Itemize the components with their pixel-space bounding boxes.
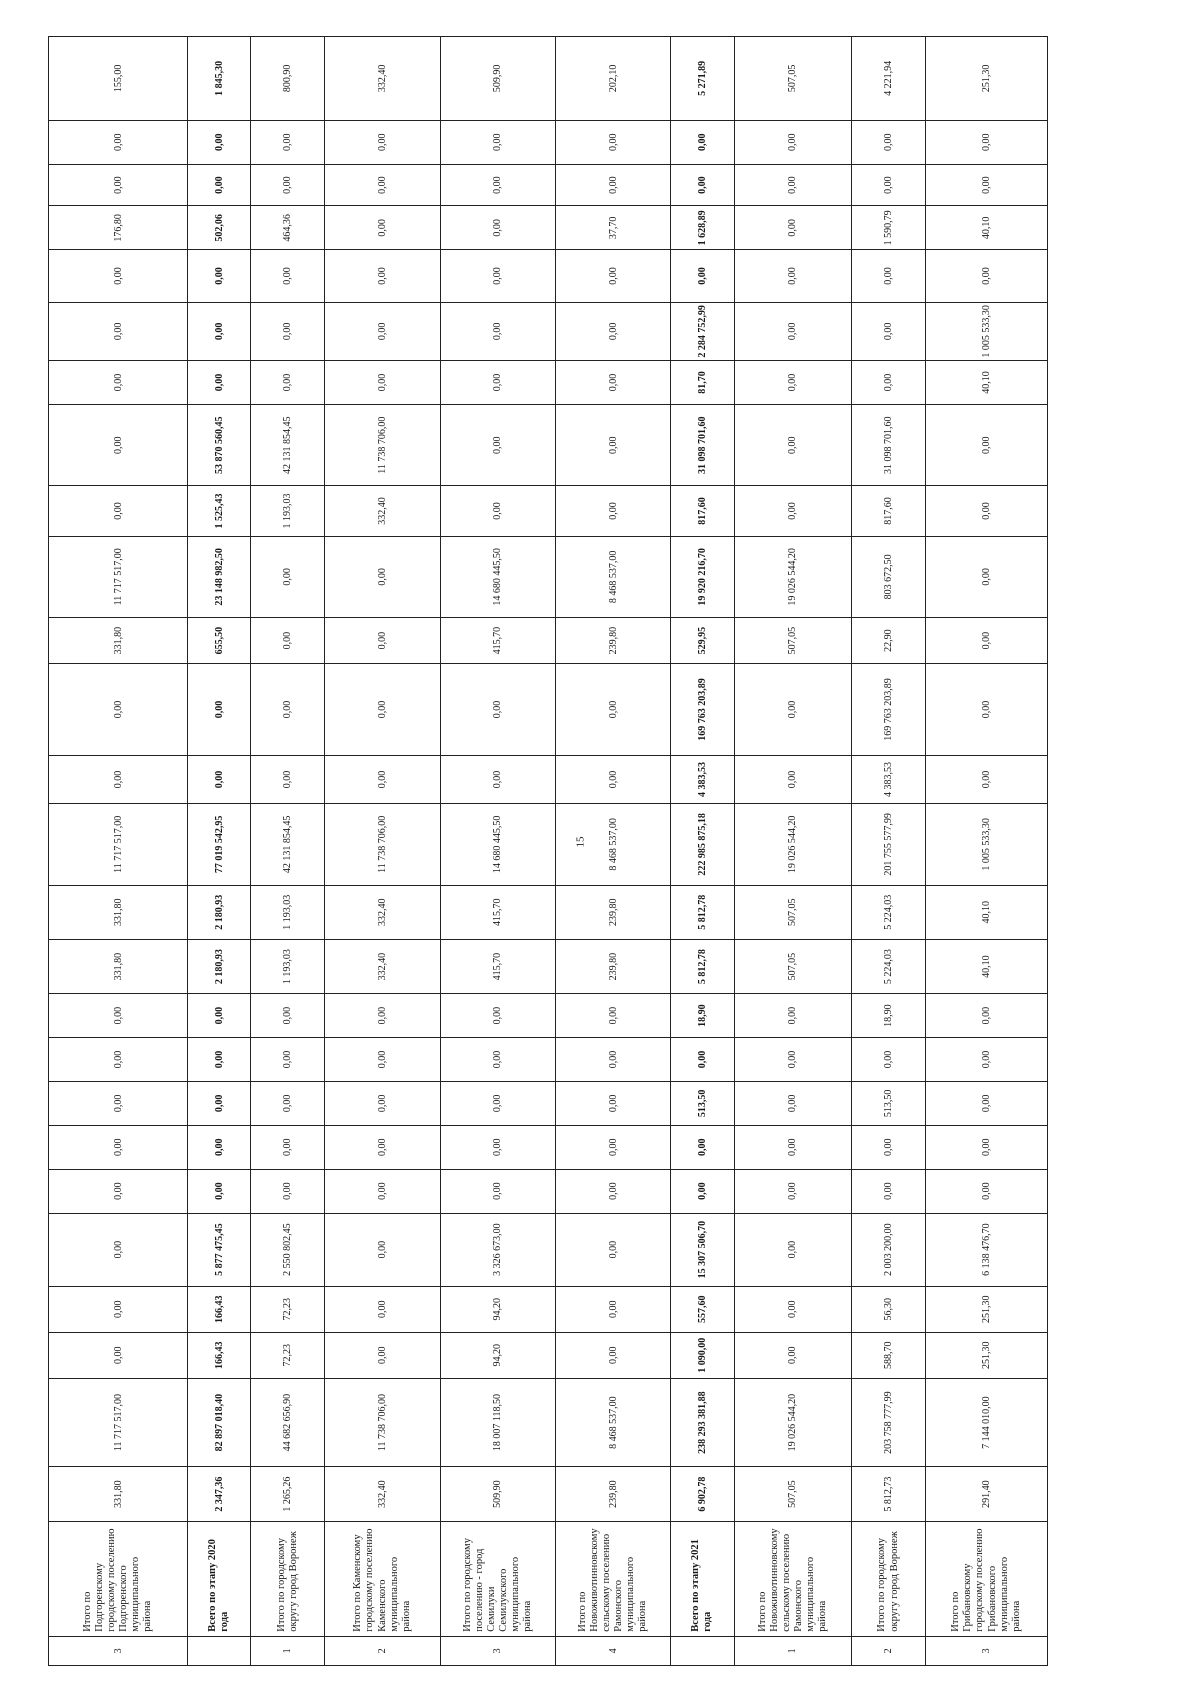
value-cell: 0,00 <box>325 361 440 405</box>
value-cell: 5 224,03 <box>852 885 926 939</box>
value-cell: 529,95 <box>671 618 734 664</box>
value-cell: 42 131 854,45 <box>251 804 325 886</box>
value-cell: 0,00 <box>734 250 852 302</box>
value-cell: 0,00 <box>556 1286 671 1332</box>
value-cell: 0,00 <box>926 756 1048 804</box>
value-cell: 53 870 560,45 <box>188 404 251 486</box>
value-cell: 0,00 <box>251 618 325 664</box>
value-cell: 0,00 <box>251 361 325 405</box>
value-cell: 502,06 <box>188 206 251 250</box>
row-label-cell: Итого по городскому округу город Воронеж <box>852 1521 926 1636</box>
value-cell: 0,00 <box>926 1081 1048 1125</box>
value-cell: 332,40 <box>325 885 440 939</box>
value-cell: 1 845,30 <box>188 37 251 121</box>
value-cell: 1 193,03 <box>251 939 325 993</box>
value-cell: 239,80 <box>556 885 671 939</box>
value-cell: 0,00 <box>325 120 440 164</box>
value-cell: 332,40 <box>325 1467 440 1521</box>
value-cell: 655,50 <box>188 618 251 664</box>
value-cell: 0,00 <box>251 302 325 361</box>
value-cell: 37,70 <box>556 206 671 250</box>
value-cell: 513,50 <box>671 1081 734 1125</box>
value-cell: 169 763 203,89 <box>671 664 734 756</box>
value-cell: 11 717 517,00 <box>49 536 188 618</box>
value-cell: 0,00 <box>49 664 188 756</box>
value-cell: 0,00 <box>325 1286 440 1332</box>
value-cell: 0,00 <box>926 664 1048 756</box>
value-cell: 5 812,73 <box>852 1467 926 1521</box>
value-cell: 0,00 <box>251 1038 325 1082</box>
value-cell: 8 468 537,00 <box>556 1378 671 1467</box>
value-cell: 0,00 <box>49 1332 188 1378</box>
value-cell: 239,80 <box>556 618 671 664</box>
row-label-cell: Итого по городскому поселению - город Семилуки Семилукского муниципального района <box>440 1521 555 1636</box>
value-cell: 0,00 <box>325 1332 440 1378</box>
value-cell: 2 550 802,45 <box>251 1213 325 1286</box>
value-cell: 1 005 533,30 <box>926 302 1048 361</box>
table-row <box>671 37 734 1666</box>
value-cell: 332,40 <box>325 486 440 536</box>
value-cell: 1 193,03 <box>251 486 325 536</box>
value-cell: 507,05 <box>734 1467 852 1521</box>
value-cell: 0,00 <box>440 361 555 405</box>
value-cell: 72,23 <box>251 1332 325 1378</box>
row-label-cell: Итого по Каменскому городскому поселению Каменского муниципального района <box>325 1521 440 1636</box>
value-cell: 507,05 <box>734 939 852 993</box>
table-row <box>852 37 926 1666</box>
value-cell: 0,00 <box>926 536 1048 618</box>
value-cell: 331,80 <box>49 618 188 664</box>
value-cell: 0,00 <box>734 164 852 206</box>
value-cell: 0,00 <box>251 164 325 206</box>
value-cell: 0,00 <box>440 994 555 1038</box>
value-cell: 0,00 <box>556 1169 671 1213</box>
value-cell: 0,00 <box>926 1169 1048 1213</box>
value-cell: 0,00 <box>251 536 325 618</box>
value-cell: 82 897 018,40 <box>188 1378 251 1467</box>
value-cell: 0,00 <box>556 1081 671 1125</box>
value-cell: 202,10 <box>556 37 671 121</box>
value-cell: 0,00 <box>556 361 671 405</box>
row-number-cell: 1 <box>734 1636 852 1665</box>
value-cell: 0,00 <box>556 120 671 164</box>
value-cell: 0,00 <box>325 1038 440 1082</box>
value-cell: 0,00 <box>734 1332 852 1378</box>
table-row <box>49 37 188 1666</box>
value-cell: 0,00 <box>49 994 188 1038</box>
value-cell: 0,00 <box>325 1081 440 1125</box>
value-cell: 0,00 <box>734 1125 852 1169</box>
row-number-cell: 3 <box>926 1636 1048 1665</box>
value-cell: 31 098 701,60 <box>852 404 926 486</box>
value-cell: 0,00 <box>251 1169 325 1213</box>
row-label-cell: Итого по Новоживотинновскому сельскому поселению Рамонского муниципального района <box>734 1521 852 1636</box>
value-cell: 0,00 <box>671 120 734 164</box>
value-cell: 0,00 <box>734 361 852 405</box>
value-cell: 7 144 010,00 <box>926 1378 1048 1467</box>
value-cell: 0,00 <box>440 486 555 536</box>
value-cell: 0,00 <box>556 1038 671 1082</box>
value-cell: 222 985 875,18 <box>671 804 734 886</box>
value-cell: 0,00 <box>852 1125 926 1169</box>
value-cell: 0,00 <box>926 250 1048 302</box>
value-cell: 0,00 <box>251 250 325 302</box>
value-cell: 2 347,36 <box>188 1467 251 1521</box>
value-cell: 1 590,79 <box>852 206 926 250</box>
value-cell: 40,10 <box>926 939 1048 993</box>
value-cell: 0,00 <box>734 1081 852 1125</box>
value-cell: 1 265,26 <box>251 1467 325 1521</box>
row-label-cell: Всего по этапу 2020 года <box>188 1521 251 1636</box>
value-cell: 94,20 <box>440 1286 555 1332</box>
value-cell: 331,80 <box>49 885 188 939</box>
value-cell: 5 812,78 <box>671 885 734 939</box>
value-cell: 0,00 <box>49 1081 188 1125</box>
value-cell: 557,60 <box>671 1286 734 1332</box>
value-cell: 332,40 <box>325 37 440 121</box>
value-cell: 415,70 <box>440 885 555 939</box>
value-cell: 0,00 <box>49 1038 188 1082</box>
value-cell: 18 007 118,50 <box>440 1378 555 1467</box>
value-cell: 507,05 <box>734 37 852 121</box>
value-cell: 331,80 <box>49 1467 188 1521</box>
value-cell: 0,00 <box>49 120 188 164</box>
value-cell: 1 090,00 <box>671 1332 734 1378</box>
row-number-cell: 3 <box>440 1636 555 1665</box>
value-cell: 166,43 <box>188 1286 251 1332</box>
value-cell: 0,00 <box>49 1125 188 1169</box>
value-cell: 11 738 706,00 <box>325 1378 440 1467</box>
value-cell: 0,00 <box>671 164 734 206</box>
value-cell: 0,00 <box>325 756 440 804</box>
value-cell: 22,90 <box>852 618 926 664</box>
row-number-cell: 3 <box>49 1636 188 1665</box>
value-cell: 513,50 <box>852 1081 926 1125</box>
value-cell: 331,80 <box>49 939 188 993</box>
value-cell: 507,05 <box>734 618 852 664</box>
value-cell: 0,00 <box>440 1125 555 1169</box>
value-cell: 94,20 <box>440 1332 555 1378</box>
value-cell: 0,00 <box>734 302 852 361</box>
value-cell: 4 221,94 <box>852 37 926 121</box>
row-number-cell: 1 <box>251 1636 325 1665</box>
value-cell: 0,00 <box>440 120 555 164</box>
value-cell: 0,00 <box>188 756 251 804</box>
value-cell: 14 680 445,50 <box>440 536 555 618</box>
value-cell: 0,00 <box>852 302 926 361</box>
value-cell: 0,00 <box>325 618 440 664</box>
value-cell: 0,00 <box>49 1169 188 1213</box>
value-cell: 0,00 <box>49 1213 188 1286</box>
value-cell: 203 758 777,99 <box>852 1378 926 1467</box>
value-cell: 0,00 <box>49 302 188 361</box>
value-cell: 0,00 <box>188 994 251 1038</box>
value-cell: 8 468 537,00 <box>556 804 671 886</box>
value-cell: 0,00 <box>251 1081 325 1125</box>
row-number-cell <box>188 1636 251 1665</box>
row-label-cell: Всего по этапу 2021 года <box>671 1521 734 1636</box>
value-cell: 0,00 <box>734 1169 852 1213</box>
document-sheet <box>48 36 1048 1666</box>
value-cell: 0,00 <box>49 164 188 206</box>
value-cell: 11 717 517,00 <box>49 804 188 886</box>
value-cell: 0,00 <box>671 250 734 302</box>
value-cell: 0,00 <box>556 486 671 536</box>
value-cell: 2 284 752,99 <box>671 302 734 361</box>
value-cell: 0,00 <box>325 302 440 361</box>
value-cell: 81,70 <box>671 361 734 405</box>
value-cell: 0,00 <box>926 486 1048 536</box>
value-cell: 0,00 <box>188 250 251 302</box>
row-label-cell: Итого по городскому округу город Воронеж <box>251 1521 325 1636</box>
value-cell: 0,00 <box>188 302 251 361</box>
value-cell: 4 383,53 <box>671 756 734 804</box>
value-cell: 0,00 <box>440 164 555 206</box>
table-row <box>440 37 555 1666</box>
value-cell: 0,00 <box>440 1081 555 1125</box>
value-cell: 19 920 216,70 <box>671 536 734 618</box>
value-cell: 166,43 <box>188 1332 251 1378</box>
value-cell: 11 738 706,00 <box>325 804 440 886</box>
row-label-cell: Итого по Подгоренскому городскому поселению Подгоренского муниципального района <box>49 1521 188 1636</box>
value-cell: 0,00 <box>325 536 440 618</box>
value-cell: 0,00 <box>556 756 671 804</box>
table-row <box>734 37 852 1666</box>
value-cell: 507,05 <box>734 885 852 939</box>
value-cell: 0,00 <box>556 1332 671 1378</box>
value-cell: 0,00 <box>325 206 440 250</box>
value-cell: 0,00 <box>556 164 671 206</box>
value-cell: 3 326 673,00 <box>440 1213 555 1286</box>
value-cell: 0,00 <box>49 756 188 804</box>
value-cell: 0,00 <box>556 302 671 361</box>
value-cell: 0,00 <box>188 120 251 164</box>
value-cell: 169 763 203,89 <box>852 664 926 756</box>
value-cell: 0,00 <box>325 250 440 302</box>
value-cell: 0,00 <box>556 664 671 756</box>
value-cell: 817,60 <box>671 486 734 536</box>
value-cell: 0,00 <box>734 1038 852 1082</box>
value-cell: 0,00 <box>671 1038 734 1082</box>
value-cell: 0,00 <box>440 756 555 804</box>
value-cell: 40,10 <box>926 885 1048 939</box>
value-cell: 0,00 <box>251 1125 325 1169</box>
value-cell: 6 902,78 <box>671 1467 734 1521</box>
value-cell: 42 131 854,45 <box>251 404 325 486</box>
value-cell: 0,00 <box>734 404 852 486</box>
value-cell: 0,00 <box>734 994 852 1038</box>
value-cell: 0,00 <box>188 164 251 206</box>
value-cell: 332,40 <box>325 939 440 993</box>
table-row <box>926 37 1048 1666</box>
value-cell: 0,00 <box>926 618 1048 664</box>
value-cell: 5 812,78 <box>671 939 734 993</box>
rotated-table-container <box>48 36 1048 1666</box>
value-cell: 0,00 <box>325 1169 440 1213</box>
value-cell: 11 717 517,00 <box>49 1378 188 1467</box>
value-cell: 0,00 <box>251 994 325 1038</box>
value-cell: 251,30 <box>926 1332 1048 1378</box>
value-cell: 5 271,89 <box>671 37 734 121</box>
value-cell: 14 680 445,50 <box>440 804 555 886</box>
value-cell: 0,00 <box>251 756 325 804</box>
value-cell: 0,00 <box>852 164 926 206</box>
value-cell: 0,00 <box>325 1213 440 1286</box>
value-cell: 0,00 <box>49 1286 188 1332</box>
value-cell: 0,00 <box>440 664 555 756</box>
value-cell: 0,00 <box>251 664 325 756</box>
value-cell: 0,00 <box>852 120 926 164</box>
value-cell: 0,00 <box>49 404 188 486</box>
value-cell: 0,00 <box>440 302 555 361</box>
value-cell: 0,00 <box>926 1125 1048 1169</box>
table-row <box>251 37 325 1666</box>
value-cell: 5 224,03 <box>852 939 926 993</box>
page-number: 15 <box>574 836 587 848</box>
value-cell: 1 525,43 <box>188 486 251 536</box>
value-cell: 0,00 <box>188 1169 251 1213</box>
value-cell: 0,00 <box>49 250 188 302</box>
value-cell: 0,00 <box>734 756 852 804</box>
table-row <box>188 37 251 1666</box>
value-cell: 2 180,93 <box>188 885 251 939</box>
value-cell: 0,00 <box>440 1169 555 1213</box>
value-cell: 0,00 <box>188 664 251 756</box>
value-cell: 0,00 <box>325 1125 440 1169</box>
value-cell: 0,00 <box>926 1038 1048 1082</box>
value-cell: 0,00 <box>852 250 926 302</box>
value-cell: 509,90 <box>440 1467 555 1521</box>
value-cell: 19 026 544,20 <box>734 1378 852 1467</box>
value-cell: 0,00 <box>440 1038 555 1082</box>
value-cell: 1 005 533,30 <box>926 804 1048 886</box>
value-cell: 19 026 544,20 <box>734 536 852 618</box>
value-cell: 0,00 <box>926 994 1048 1038</box>
value-cell: 5 877 475,45 <box>188 1213 251 1286</box>
value-cell: 0,00 <box>852 1169 926 1213</box>
value-cell: 0,00 <box>325 164 440 206</box>
value-cell: 155,00 <box>49 37 188 121</box>
value-cell: 19 026 544,20 <box>734 804 852 886</box>
value-cell: 0,00 <box>556 1213 671 1286</box>
value-cell: 0,00 <box>671 1169 734 1213</box>
value-cell: 0,00 <box>556 404 671 486</box>
value-cell: 0,00 <box>325 664 440 756</box>
value-cell: 0,00 <box>734 486 852 536</box>
value-cell: 8 468 537,00 <box>556 536 671 618</box>
value-cell: 2 180,93 <box>188 939 251 993</box>
value-cell: 0,00 <box>49 361 188 405</box>
row-number-cell <box>671 1636 734 1665</box>
value-cell: 0,00 <box>556 250 671 302</box>
value-cell: 415,70 <box>440 618 555 664</box>
value-cell: 803 672,50 <box>852 536 926 618</box>
value-cell: 251,30 <box>926 37 1048 121</box>
value-cell: 0,00 <box>671 1125 734 1169</box>
value-cell: 56,30 <box>852 1286 926 1332</box>
value-cell: 40,10 <box>926 361 1048 405</box>
value-cell: 1 628,89 <box>671 206 734 250</box>
value-cell: 4 383,53 <box>852 756 926 804</box>
value-cell: 0,00 <box>926 164 1048 206</box>
value-cell: 0,00 <box>734 1213 852 1286</box>
value-cell: 588,70 <box>852 1332 926 1378</box>
value-cell: 23 148 982,50 <box>188 536 251 618</box>
value-cell: 0,00 <box>926 120 1048 164</box>
value-cell: 0,00 <box>852 1038 926 1082</box>
value-cell: 0,00 <box>734 664 852 756</box>
row-label-cell: Итого по Грибановскому городскому поселению Грибановского муниципального района <box>926 1521 1048 1636</box>
value-cell: 31 098 701,60 <box>671 404 734 486</box>
value-cell: 0,00 <box>440 206 555 250</box>
value-cell: 0,00 <box>251 120 325 164</box>
value-cell: 239,80 <box>556 939 671 993</box>
value-cell: 0,00 <box>188 1038 251 1082</box>
value-cell: 18,90 <box>671 994 734 1038</box>
value-cell: 2 003 200,00 <box>852 1213 926 1286</box>
value-cell: 0,00 <box>188 361 251 405</box>
value-cell: 44 682 656,90 <box>251 1378 325 1467</box>
value-cell: 817,60 <box>852 486 926 536</box>
value-cell: 1 193,03 <box>251 885 325 939</box>
value-cell: 800,90 <box>251 37 325 121</box>
value-cell: 0,00 <box>926 404 1048 486</box>
value-cell: 201 755 577,99 <box>852 804 926 886</box>
row-label-cell: Итого по Новоживотинновскому сельскому поселению Рамонского муниципального района <box>556 1521 671 1636</box>
value-cell: 40,10 <box>926 206 1048 250</box>
value-cell: 15 307 506,70 <box>671 1213 734 1286</box>
value-cell: 0,00 <box>556 994 671 1038</box>
value-cell: 509,90 <box>440 37 555 121</box>
value-cell: 239,80 <box>556 1467 671 1521</box>
value-cell: 464,36 <box>251 206 325 250</box>
value-cell: 0,00 <box>556 1125 671 1169</box>
row-number-cell: 4 <box>556 1636 671 1665</box>
value-cell: 0,00 <box>188 1081 251 1125</box>
value-cell: 291,40 <box>926 1467 1048 1521</box>
value-cell: 176,80 <box>49 206 188 250</box>
row-number-cell: 2 <box>325 1636 440 1665</box>
row-number-cell: 2 <box>852 1636 926 1665</box>
value-cell: 77 019 542,95 <box>188 804 251 886</box>
value-cell: 0,00 <box>188 1125 251 1169</box>
table-row <box>556 37 671 1666</box>
value-cell: 0,00 <box>734 120 852 164</box>
value-cell: 0,00 <box>734 206 852 250</box>
value-cell: 0,00 <box>325 994 440 1038</box>
value-cell: 0,00 <box>734 1286 852 1332</box>
value-cell: 0,00 <box>49 486 188 536</box>
value-cell: 0,00 <box>852 361 926 405</box>
data-table <box>48 36 1048 1666</box>
value-cell: 0,00 <box>440 404 555 486</box>
value-cell: 6 138 476,70 <box>926 1213 1048 1286</box>
value-cell: 251,30 <box>926 1286 1048 1332</box>
value-cell: 18,90 <box>852 994 926 1038</box>
value-cell: 238 293 381,88 <box>671 1378 734 1467</box>
value-cell: 72,23 <box>251 1286 325 1332</box>
value-cell: 0,00 <box>440 250 555 302</box>
table-row <box>325 37 440 1666</box>
value-cell: 11 738 706,00 <box>325 404 440 486</box>
value-cell: 415,70 <box>440 939 555 993</box>
